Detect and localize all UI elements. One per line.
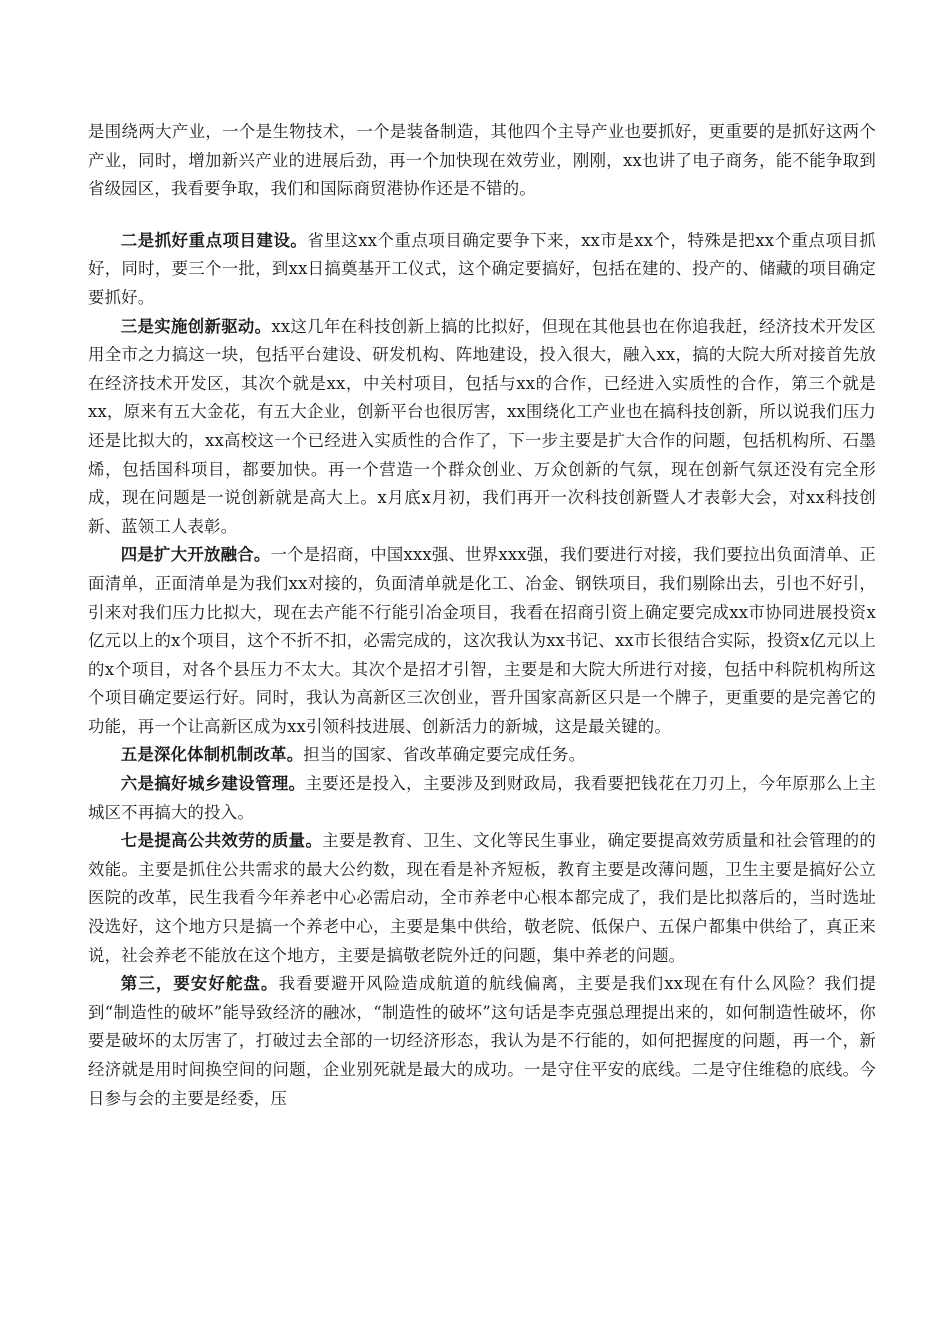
- paragraph-3-lead: 三是实施创新驱动。: [120, 316, 272, 336]
- paragraph-3-text: xx这几年在科技创新上搞的比拟好，但现在其他县也在你追我赶，经济技术开发区用全市之力搞这一块，包括平台建设、研发机构、阵地建设，投入很大，融入xx，搞的大院大所对接首先放在经济技术开发区，其次个就是xx，中关村项目，包括与xx的合作，已经进入实质性的合作，第三个就是xx，原来有五大金花，有五大企业，创新平台也很厉害，xx围绕化工产业也在搞科技创新，所以说我们压力还是比拟大的，xx高校这一个已经进入实质性的合作了，下一步主要是扩大合作的问题，包括机构所、石墨烯，包括国科项目，都要加快。再一个营造一个群众创业、万众创新的气氛，现在创新气氛还没有完全形成，现在问题是一说创新就是高大上。x月底x月初，我们再开一次科技创新暨人才表彰大会，对xx科技创新、蓝领工人表彰。: [88, 316, 876, 536]
- paragraph-7-text: 主要是教育、卫生、文化等民生事业，确定要提高效劳质量和社会管理的的效能。主要是抓住公共需求的最大公约数，现在看是补齐短板，教育主要是改薄问题，卫生主要是搞好公立医院的改革，民生我看今年养老中心必需启动，全市养老中心根本都完成了，我们是比拟落后的，当时选址没选好，这个地方只是搞一个养老中心，主要是集中供给，敬老院、低保户、五保户都集中供给了，真正来说，社会养老不能放在这个地方，主要是搞敬老院外迁的问题，集中养老的问题。: [88, 831, 876, 965]
- paragraph-5-lead: 五是深化体制机制改革。: [120, 745, 304, 765]
- paragraph-7: [88, 827, 876, 970]
- paragraph-4-text: 一个是招商，中国xxx强、世界xxx强，我们要进行对接，我们要拉出负面清单、正面清单，正面清单是为我们xx对接的，负面清单就是化工、冶金、钢铁项目，我们剔除出去，引也不好引，引来对我们压力比拟大，现在去产能不行能引冶金项目，我看在招商引资上确定要完成xx市协同进展投资x亿元以上的x个项目，这个不折不扣，必需完成的，这次我认为xx书记、xx市长很结合实际，投资x亿元以上的x个项目，对各个县压力不太大。其次个是招才引智，主要是和大院大所进行对接，包括中科院机构所这个项目确定要运行好。同时，我认为高新区三次创业，晋升国家高新区只是一个牌子，更重要的是完善它的功能，再一个让高新区成为xx引领科技进展、创新活力的新城，这是最关键的。: [88, 545, 876, 736]
- paragraph-gap: [88, 204, 876, 227]
- paragraph-1: [88, 118, 876, 204]
- paragraph-8: [88, 970, 876, 1113]
- paragraph-5-text: 担当的国家、省改革确定要完成任务。: [303, 745, 586, 765]
- paragraph-2-text: 省里这xx个重点项目确定要争下来，xx市是xx个，特殊是把xx个重点项目抓好，同时，要三个一批，到xx日搞奠基开工仪式，这个确定要搞好，包括在建的、投产的、储藏的项目确定要抓好。: [88, 230, 876, 307]
- paragraph-8-lead: 第三，要安好舵盘。: [120, 974, 279, 994]
- document-page: [88, 118, 876, 1113]
- paragraph-2-lead: 二是抓好重点项目建设。: [120, 230, 308, 250]
- paragraph-8-text: 我看要避开风险造成航道的航线偏离，主要是我们xx现在有什么风险？我们提到“制造性的破坏”能导致经济的融冰，“制造性的破坏”这句话是李克强总理提出来的，如何制造性破坏，你要是破坏的太厉害了，打破过去全部的一切经济形态，我认为是不行能的，如何把握度的问题，再一个，新经济就是用时间换空间的问题，企业别死就是最大的成功。一是守住平安的底线。二是守住维稳的底线。今日参与会的主要是经委，压: [88, 974, 876, 1108]
- paragraph-4: [88, 541, 876, 741]
- paragraph-6-text: 主要还是投入，主要涉及到财政局，我看要把钱花在刀刃上，今年原那么上主城区不再搞大的投入。: [88, 774, 876, 822]
- paragraph-7-lead: 七是提高公共效劳的质量。: [120, 831, 323, 851]
- paragraph-4-lead: 四是扩大开放融合。: [120, 545, 271, 565]
- paragraph-6: [88, 770, 876, 827]
- paragraph-6-lead: 六是搞好城乡建设管理。: [120, 774, 306, 794]
- paragraph-2: [88, 227, 876, 313]
- paragraph-5: [88, 741, 876, 770]
- paragraph-3: [88, 313, 876, 542]
- paragraph-1-text: 是围绕两大产业，一个是生物技术，一个是装备制造，其他四个主导产业也要抓好，更重要的是抓好这两个产业，同时，增加新兴产业的进展后劲，再一个加快现在效劳业，刚刚，xx也讲了电子商务，能不能争取到省级园区，我看要争取，我们和国际商贸港协作还是不错的。: [88, 122, 876, 199]
